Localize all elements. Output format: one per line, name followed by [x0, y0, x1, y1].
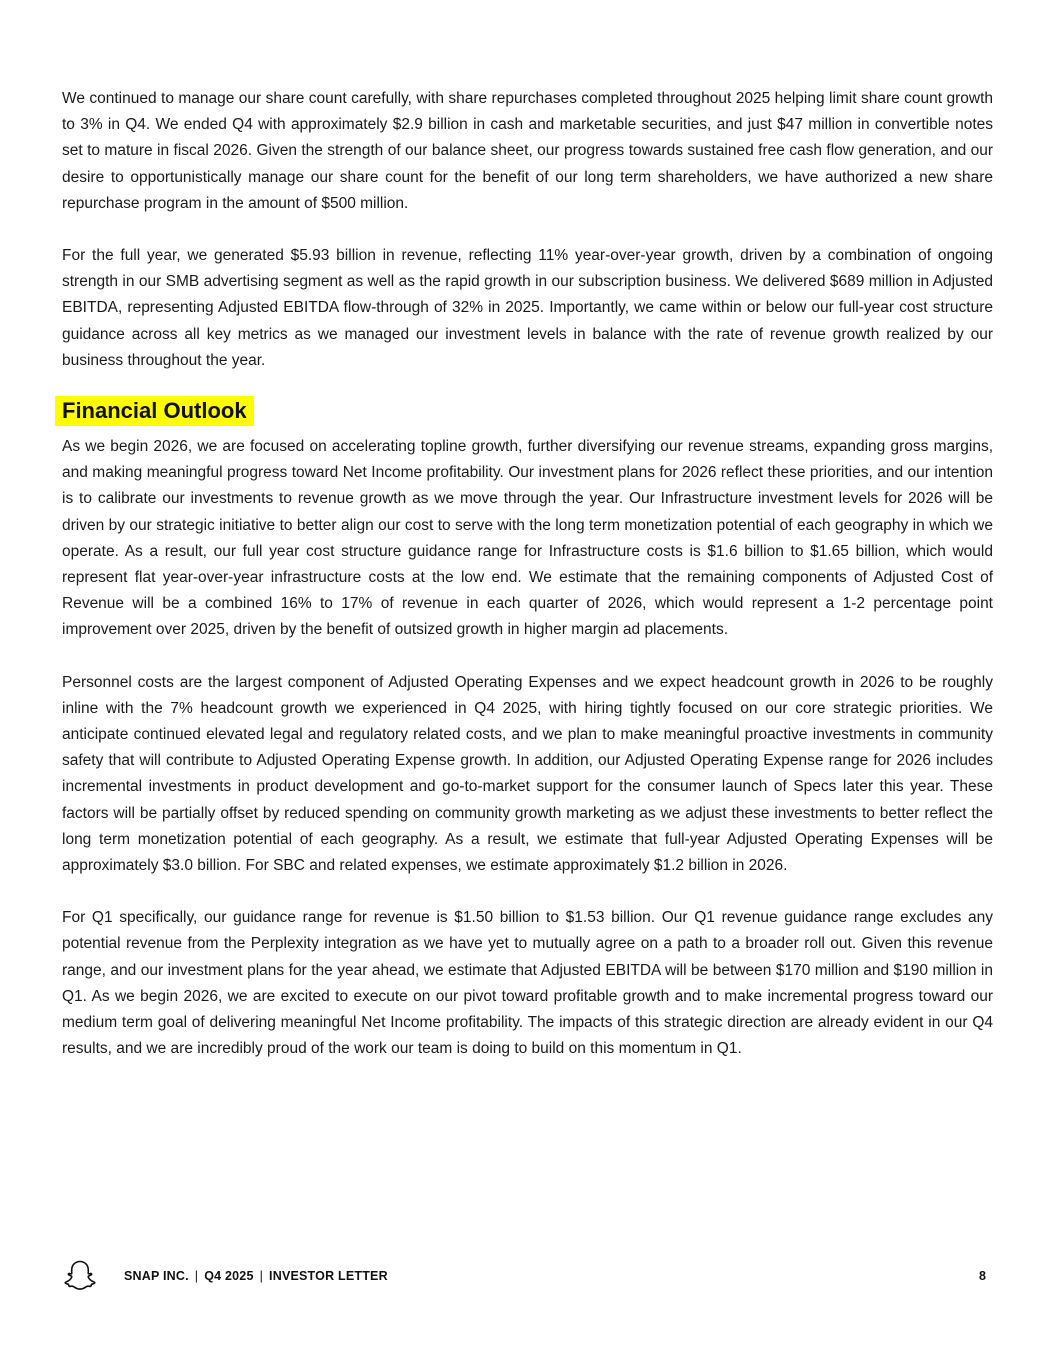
footer-title	[124, 1269, 388, 1283]
paragraph-spacer	[62, 217, 993, 243]
section-heading-financial-outlook: Financial Outlook	[55, 396, 254, 426]
document-body	[62, 86, 993, 1063]
paragraph-outlook-2026: As we begin 2026, we are focused on accelerating topline growth, further diversifying our revenue streams, expanding gross margins, and making meaningful progress toward Net Income profitability. Our investment plans for 2026 reflect these priorities, and our intention is to calibrate our investments to revenue growth as we move through the year. Our Infrastructure investment levels for 2026 will be driven by our strategic initiative to better align our cost to serve with the long term monetization potential of each geography in which we operate. As a result, our full year cost structure guidance range for Infrastructure costs is $1.6 billion to $1.65 billion, which would represent flat year-over-year infrastructure costs at the low end. We estimate that the remaining components of Adjusted Cost of Revenue will be a combined 16% to 17% of revenue in each quarter of 2026, which would represent a 1-2 percentage point improvement over 2025, driven by the benefit of outsized growth in higher margin ad placements.	[62, 438, 993, 639]
footer-company: SNAP INC.	[124, 1269, 189, 1283]
paragraph-q1-guidance: For Q1 specifically, our guidance range for revenue is $1.50 billion to $1.53 billion. Our Q1 revenue guidance range excludes any potential revenue from the Perplexity integration as we have yet to mutually agree on a path to a broader roll out. Given this revenue range, and our investment plans for the year ahead, we estimate that Adjusted EBITDA will be between $170 million and $190 million in Q1. As we begin 2026, we are excited to execute on our pivot toward profitable growth and to make incremental progress toward our medium term goal of delivering meaningful Net Income profitability. The impacts of this strategic direction are already evident in our Q4 results, and we are incredibly proud of the work our team is doing to build on this momentum in Q1.	[62, 909, 993, 1058]
snapchat-ghost-icon	[62, 1258, 98, 1294]
paragraph-spacer	[62, 644, 993, 670]
page-footer	[62, 1258, 993, 1294]
paragraph-spacer	[62, 879, 993, 905]
paragraph-full-year-results: For the full year, we generated $5.93 billion in revenue, reflecting 11% year-over-year growth, driven by a combination of ongoing strength in our SMB advertising segment as well as the rapid growth in our subscription business. We delivered $689 million in Adjusted EBITDA, representing Adjusted EBITDA flow-through of 32% in 2025. Importantly, we came within or below our full-year cost structure guidance across all key metrics as we managed our investment levels in balance with the rate of revenue growth realized by our business throughout the year.	[62, 247, 993, 369]
page-number: 8	[979, 1269, 986, 1283]
footer-separator: |	[259, 1269, 264, 1283]
section-heading-wrapper	[55, 396, 993, 426]
paragraph-share-repurchase: We continued to manage our share count carefully, with share repurchases completed throughout 2025 helping limit share count growth to 3% in Q4. We ended Q4 with approximately $2.9 billion in cash and marketable securities, and just $47 million in convertible notes set to mature in fiscal 2026. Given the strength of our balance sheet, our progress towards sustained free cash flow generation, and our desire to opportunistically manage our share count for the benefit of our long term shareholders, we have authorized a new share repurchase program in the amount of $500 million.	[62, 90, 993, 212]
footer-document: INVESTOR LETTER	[269, 1269, 388, 1283]
paragraph-personnel-costs: Personnel costs are the largest component of Adjusted Operating Expenses and we expect headcount growth in 2026 to be roughly inline with the 7% headcount growth we experienced in Q4 2025, with hiring tightly focused on our core strategic priorities. We anticipate continued elevated legal and regulatory related costs, and we plan to make meaningful proactive investments in community safety that will contribute to Adjusted Operating Expense growth. In addition, our Adjusted Operating Expense range for 2026 includes incremental investments in product development and go-to-market support for the consumer launch of Specs later this year. These factors will be partially offset by reduced spending on community growth marketing as we adjust these investments to better reflect the long term monetization potential of each geography. As a result, we estimate that full-year Adjusted Operating Expenses will be approximately $3.0 billion. For SBC and related expenses, we estimate approximately $1.2 billion in 2026.	[62, 673, 993, 875]
footer-quarter: Q4 2025	[204, 1269, 254, 1283]
footer-separator: |	[194, 1269, 199, 1283]
